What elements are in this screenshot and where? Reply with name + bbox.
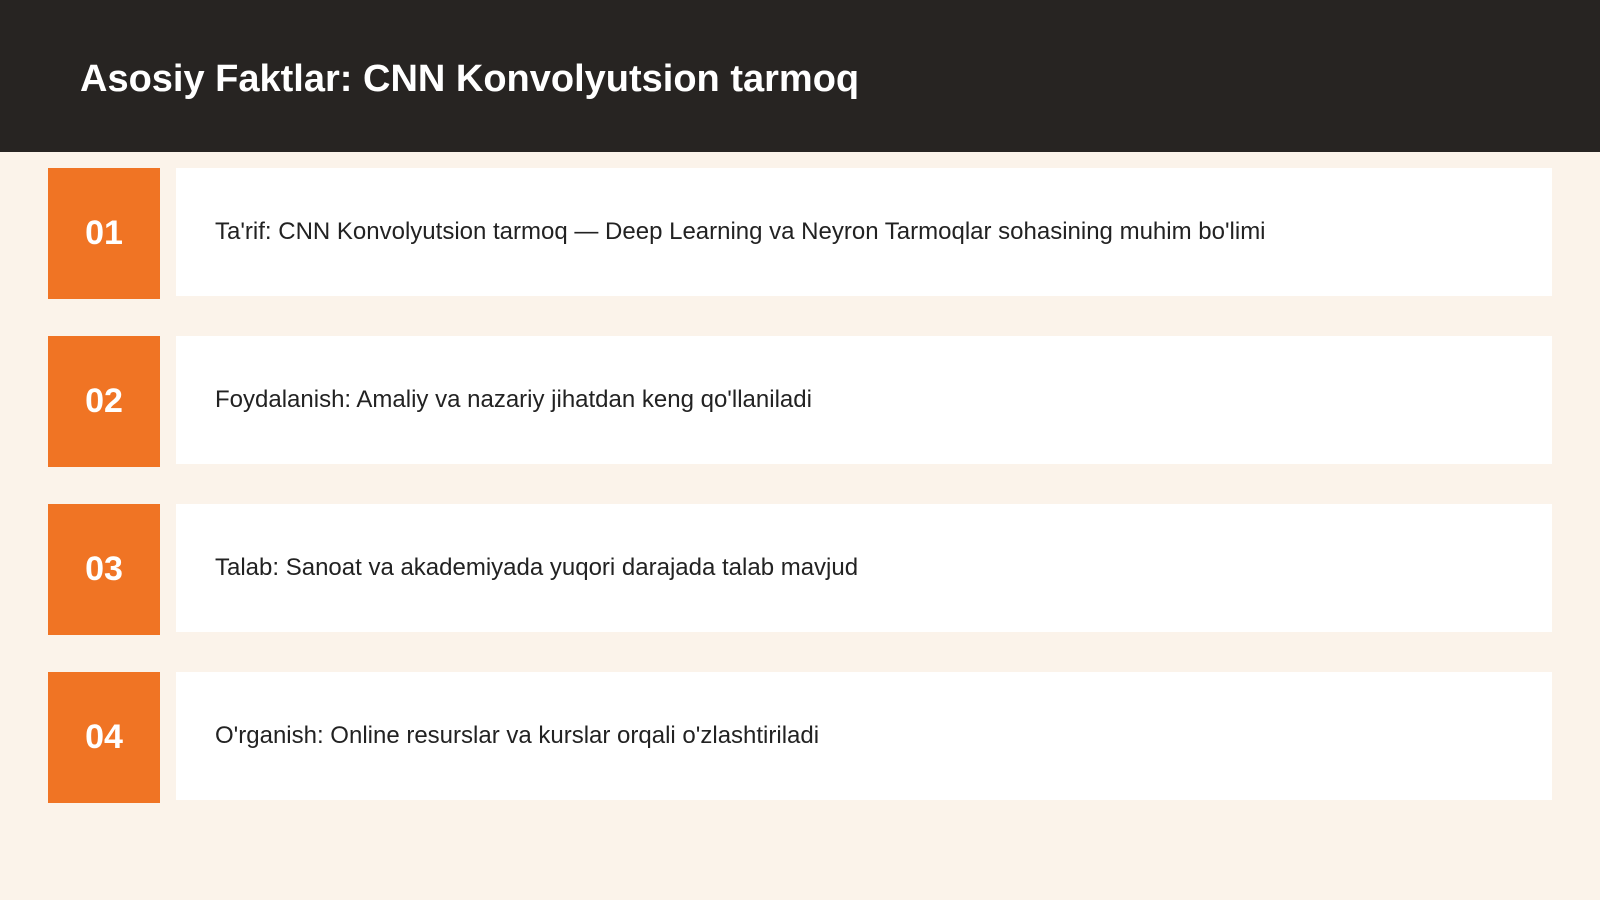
fact-number-badge: 01	[48, 168, 160, 299]
fact-item	[48, 168, 1552, 299]
fact-text: Foydalanish: Amaliy va nazariy jihatdan keng qo'llaniladi	[176, 336, 1552, 464]
fact-item	[48, 504, 1552, 635]
fact-text: Talab: Sanoat va akademiyada yuqori darajada talab mavjud	[176, 504, 1552, 632]
fact-text: O'rganish: Online resurslar va kurslar orqali o'zlashtiriladi	[176, 672, 1552, 800]
fact-item	[48, 672, 1552, 803]
fact-number-badge: 02	[48, 336, 160, 467]
fact-number-badge: 04	[48, 672, 160, 803]
fact-item	[48, 336, 1552, 467]
facts-list	[48, 168, 1552, 840]
fact-text: Ta'rif: CNN Konvolyutsion tarmoq — Deep Learning va Neyron Tarmoqlar sohasining muhim bo'limi	[176, 168, 1552, 296]
fact-number-badge: 03	[48, 504, 160, 635]
title-bar	[0, 0, 1600, 152]
slide-title: Asosiy Faktlar: CNN Konvolyutsion tarmoq	[80, 58, 860, 100]
